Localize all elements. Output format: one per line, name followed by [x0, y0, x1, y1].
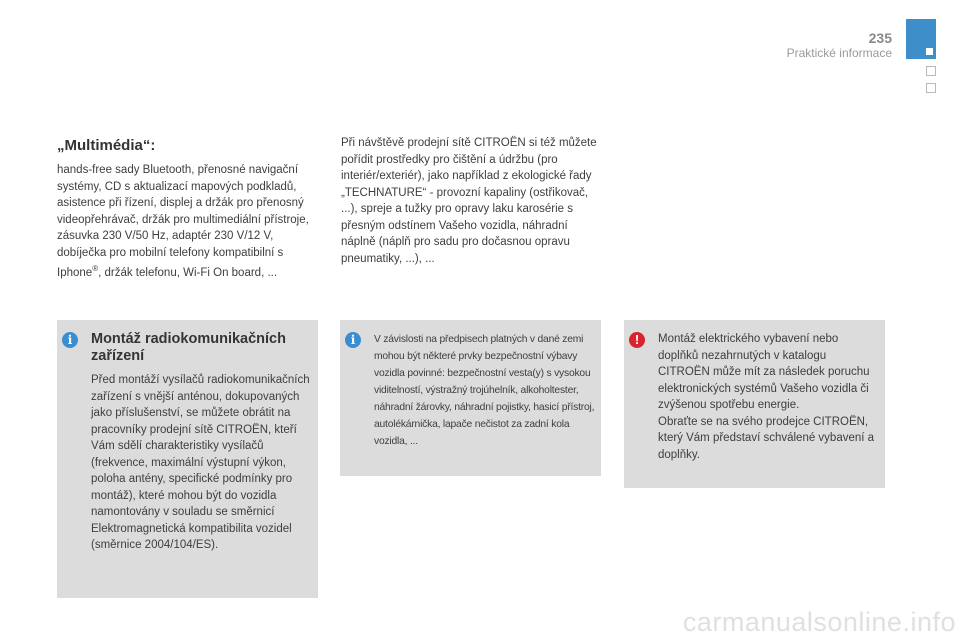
radio-installation-box	[57, 320, 318, 598]
info-icon: i	[62, 332, 78, 348]
multimedia-text	[57, 162, 319, 281]
info-icon: i	[345, 332, 361, 348]
warning-icon: !	[629, 332, 645, 348]
section-name: Praktické informace	[786, 46, 892, 60]
radio-installation-text: Před montáží vysílačů radiokomunikačních zařízení s vnější anténou, dokupovaných jako příslušenství, se můžete obrátit na pracovníky prodejní sítě CITROËN, kteří Vám sdělí charakteristiky vysílačů (frekvence, maximální výstupní výkon, poloha antény, specifické podmínky pro montáž), které mohou být do vozidla namontovány v souladu se směrnicí Elektromagnetická kompatibilita vozidel (směrnice 2004/104/ES).	[91, 374, 310, 551]
page-number: 235	[868, 30, 892, 46]
electrical-advice-paragraph: Obraťte se na svého prodejce CITROËN, který Vám představí schválené vybavení a doplňky.	[658, 415, 875, 461]
mandatory-equipment-box	[340, 320, 601, 476]
electrical-warning-paragraph: Montáž elektrického vybavení nebo doplňků nezahrnutých v katalogu CITROËN může mít za následek poruchu elektronických systémů Vašeho vozidla či zvýšenou spotřebu energie.	[658, 333, 870, 411]
accessories-text: Při návštěvě prodejní sítě CITROËN si též můžete pořídit prostředky pro čištění a údržbu (pro interiér/exteriér), jako například z ekologické řady „TECHNATURE“ - provozní kapaliny (ostřikovač, ...), spreje a tužky pro opravy laku karosérie s přesným odstínem Vašeho vozidla, náhradní náplně (náplň pro sadu pro dočasnou opravu pneumatiky, ...), ...	[341, 137, 597, 265]
registered-mark: ®	[92, 264, 99, 273]
electrical-equipment-box	[624, 320, 885, 488]
multimedia-text-part: hands-free sady Bluetooth, přenosné navigační systémy, CD s aktualizací mapových podkladů, asistence při řízení, displej a držák pro přenosný videopřehrávač, držák pro multimediální přístroje, zásuvka 230 V/50 Hz, adaptér 230 V/12 V, dobíječka pro mobilní telefony kompatibilní s Iphone	[57, 164, 309, 279]
section-tab[interactable]	[926, 83, 936, 93]
multimedia-heading: „Multimédia“:	[57, 137, 156, 154]
square-mark-icon	[926, 48, 933, 55]
section-tab[interactable]	[926, 66, 936, 76]
multimedia-text-part: , držák telefonu, Wi-Fi On board, ...	[98, 266, 278, 279]
mandatory-equipment-text: V závislosti na předpisech platných v dané zemi mohou být některé prvky bezpečnostní výbavy vozidla povinné: bezpečnostní vesta(y) s vysokou viditelností, výstražný trojúhelník, alkoholtester, náhradní žárovky, náhradní pojistky, hasicí přístroj, autolékárnička, lapače nečistot za zadní kola vozidla, ...	[374, 334, 595, 447]
section-tab-active[interactable]	[906, 19, 936, 59]
electrical-equipment-text	[658, 331, 878, 463]
watermark: carmanualsonline.info	[682, 607, 956, 637]
radio-installation-title: Montáž radiokomunikačních zařízení	[91, 331, 286, 364]
